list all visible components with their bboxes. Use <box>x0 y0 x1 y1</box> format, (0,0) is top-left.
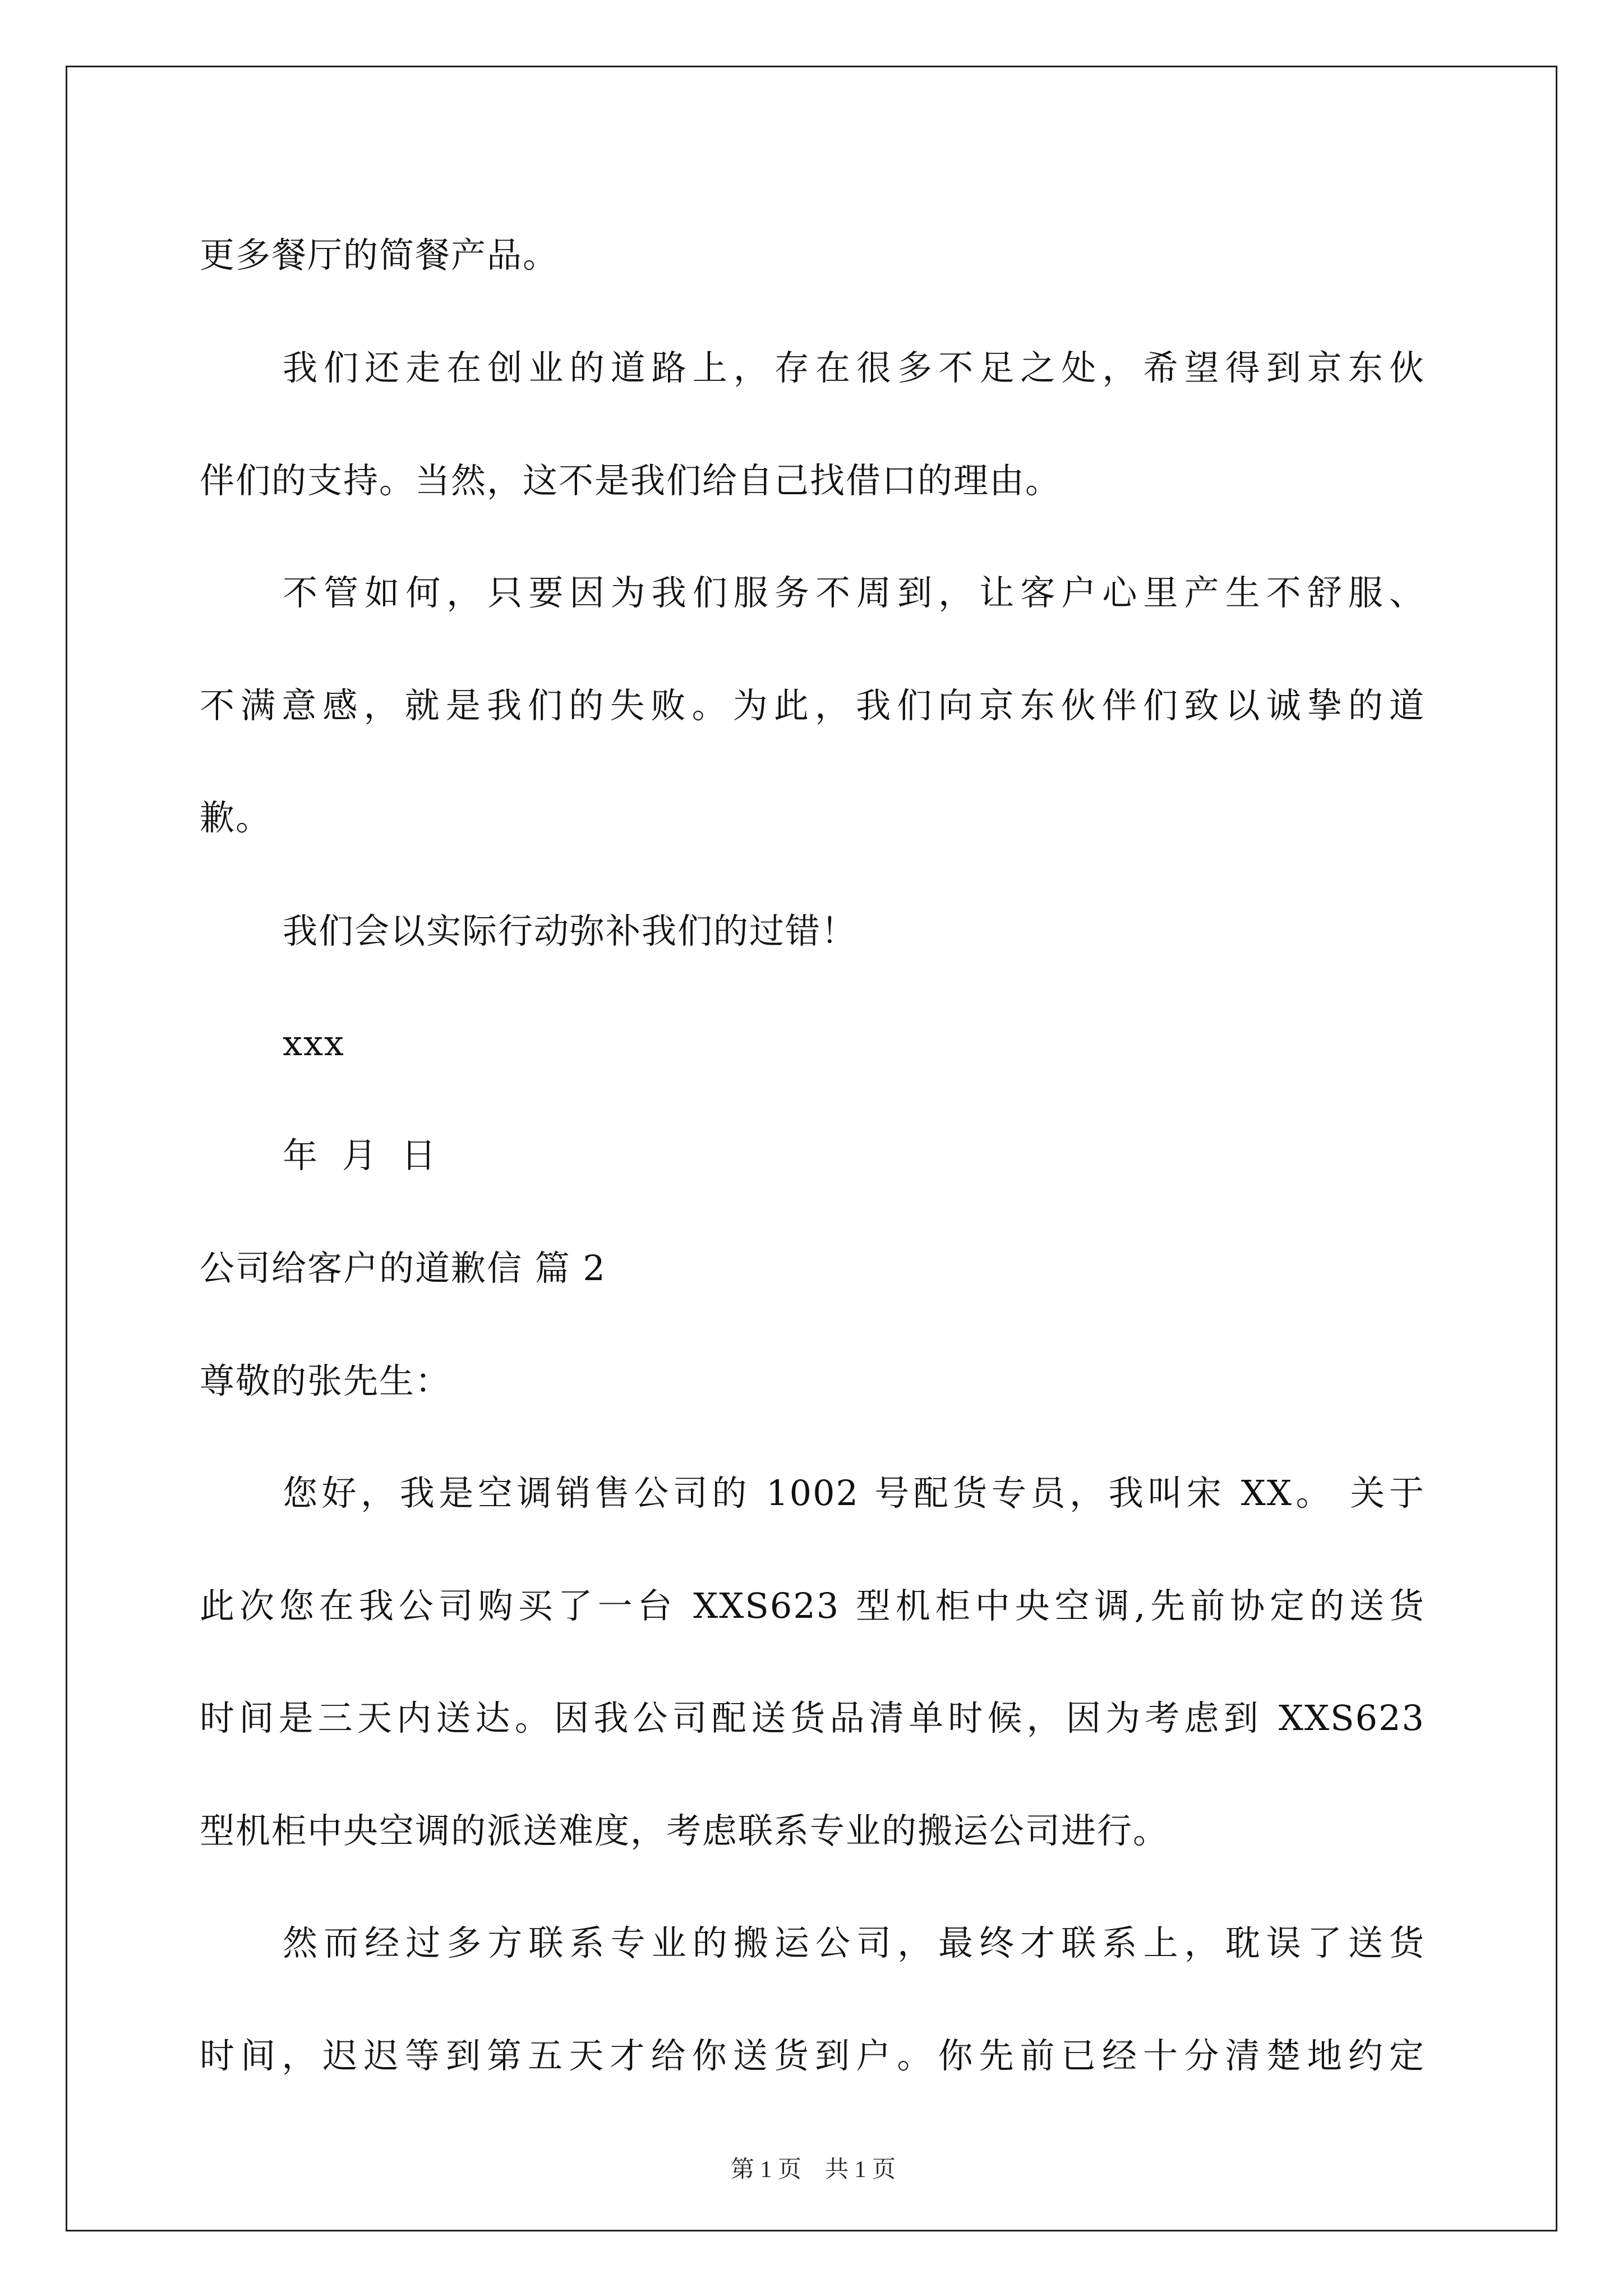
salutation: 尊敬的张先生： <box>200 1360 451 1401</box>
text-line: 伴们的支持。当然，这不是我们给自己找借口的理由。 <box>200 460 1062 501</box>
text-line: 时间是三天内送达。因我公司配送货品清单时候，因为考虑到 XXS623 <box>200 1697 1425 1738</box>
text-line: 然而经过多方联系专业的搬运公司，最终才联系上，耽误了送货 <box>283 1922 1425 1963</box>
date-line: 年 月 日 <box>283 1135 437 1176</box>
section-heading: 公司给客户的道歉信 篇 2 <box>200 1248 606 1289</box>
document-body <box>200 67 1433 2230</box>
text-line: 时间，迟迟等到第五天才给你送货到户。你先前已经十分清楚地约定 <box>200 2035 1425 2076</box>
text-line: 我们会以实际行动弥补我们的过错！ <box>283 910 857 951</box>
page-footer: 第 1 页 共 1 页 <box>730 2157 896 2183</box>
text-line: 更多餐厅的简餐产品。 <box>200 234 559 275</box>
text-line: 不满意感，就是我们的失败。为此，我们向京东伙伴们致以诚挚的道 <box>200 685 1425 726</box>
text-line: 我们还走在创业的道路上，存在很多不足之处，希望得到京东伙 <box>283 347 1425 388</box>
text-line: 歉。 <box>200 797 272 838</box>
text-line: 您好，我是空调销售公司的 1002 号配货专员，我叫宋 XX。 关于 <box>283 1473 1425 1513</box>
page-frame <box>66 66 1557 2231</box>
text-line: 此次您在我公司购买了一台 XXS623 型机柜中央空调,先前协定的送货 <box>200 1585 1425 1626</box>
text-line: 不管如何，只要因为我们服务不周到，让客户心里产生不舒服、 <box>283 572 1425 613</box>
signature-line: xxx <box>283 1023 345 1064</box>
text-line: 型机柜中央空调的派送难度，考虑联系专业的搬运公司进行。 <box>200 1810 1169 1851</box>
